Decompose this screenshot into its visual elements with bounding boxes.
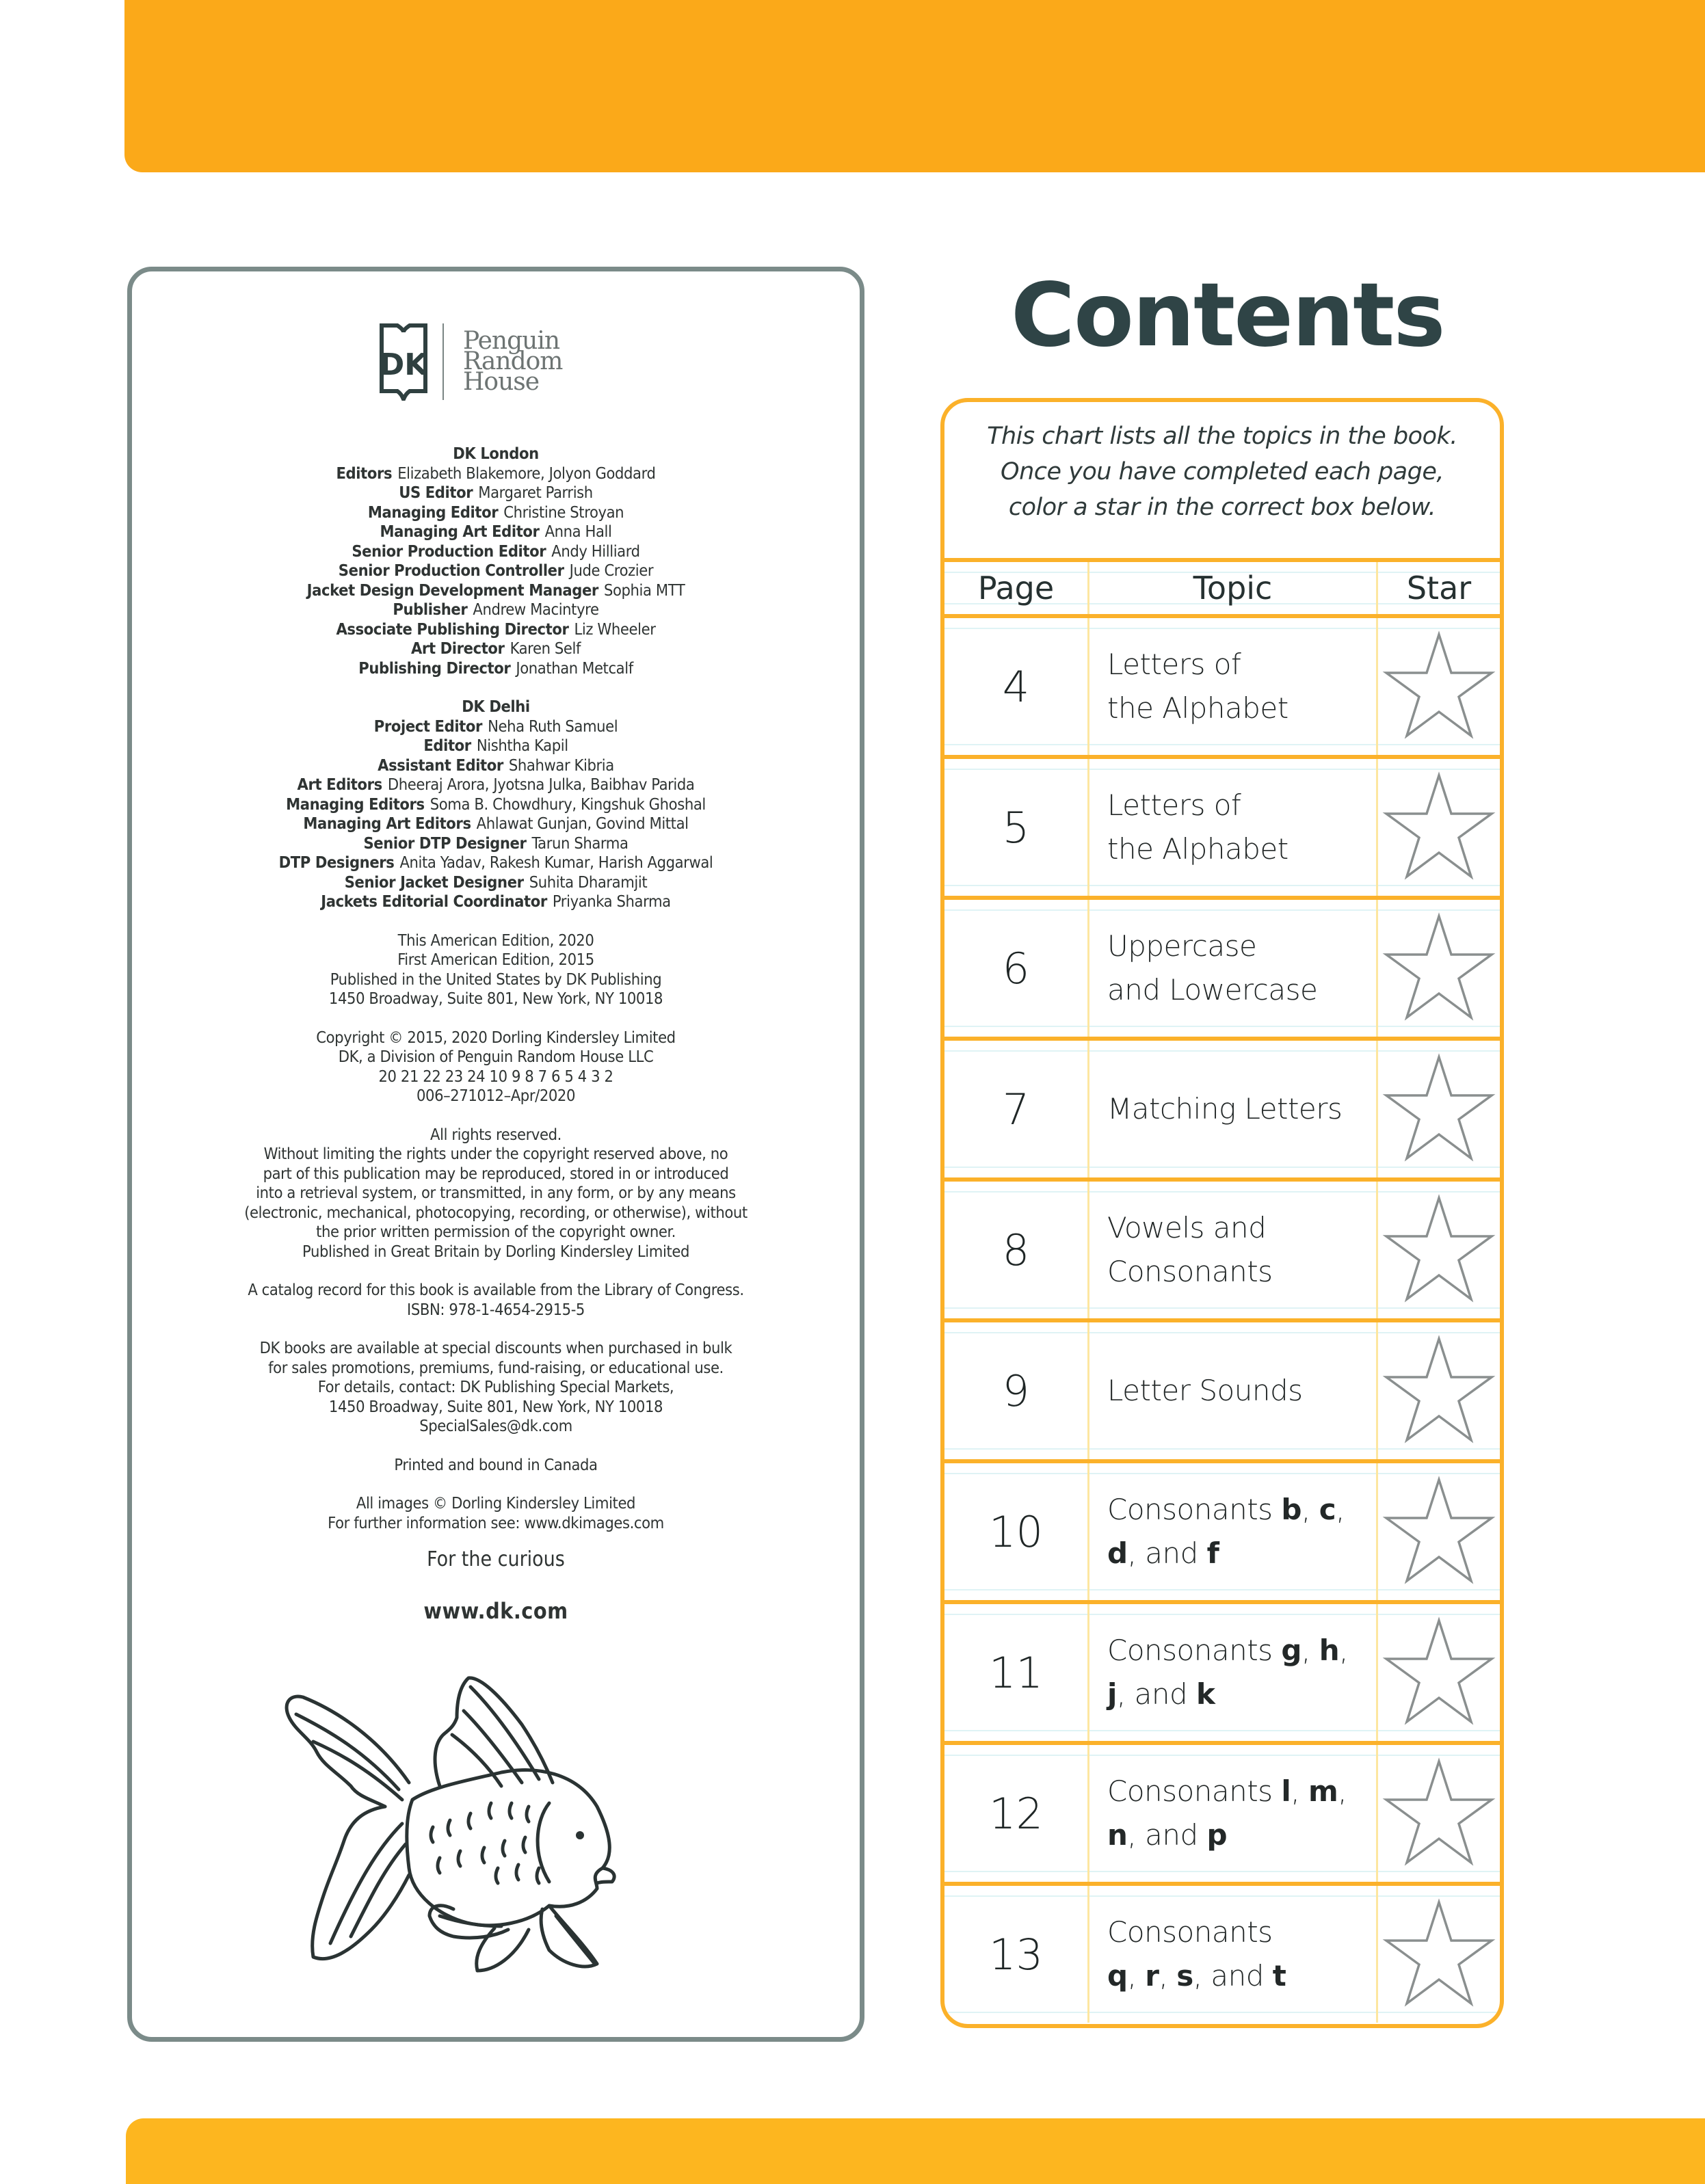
credit-role: Jacket Design Development Manager: [306, 580, 598, 600]
header-topic: Topic: [1089, 562, 1378, 614]
star-checkbox[interactable]: [1378, 1745, 1500, 1882]
highlight-letter: h: [1319, 1634, 1340, 1667]
credit-line: [132, 775, 860, 795]
topic-segment: Consonants: [1107, 1493, 1282, 1526]
text-line: DK books are available at special discounts when purchased in bulk: [259, 1338, 732, 1357]
text-line: ISBN: 978-1-4654-2915-5: [407, 1299, 585, 1319]
highlight-letter: c: [1319, 1493, 1336, 1526]
credit-line: [132, 834, 860, 853]
highlight-letter: s: [1176, 1959, 1193, 1993]
credit-line: [132, 483, 860, 503]
credit-name: Elizabeth Blakemore, Jolyon Goddard: [397, 463, 656, 483]
website-link[interactable]: www.dk.com: [423, 1597, 568, 1624]
topic-text: [1107, 1369, 1303, 1413]
credit-line: [132, 581, 860, 600]
page-number: 12: [944, 1745, 1089, 1882]
page-number: 6: [944, 900, 1089, 1037]
credit-line: [132, 795, 860, 814]
credit-line: [132, 873, 860, 892]
edition-info: [132, 931, 860, 1009]
chart-intro: [944, 402, 1500, 558]
star-outline-icon: [1382, 1335, 1496, 1447]
dk-delhi-credits: [132, 697, 860, 911]
highlight-letter: g: [1281, 1634, 1301, 1667]
printed-in: [132, 1455, 860, 1475]
credit-line: [132, 814, 860, 834]
text-line: 1450 Broadway, Suite 801, New York, NY 10018: [328, 989, 663, 1008]
topic-text: [1107, 784, 1288, 871]
topic-cell: [1089, 1041, 1378, 1177]
topic-cell: [1089, 618, 1378, 755]
topic-cell: [1089, 1322, 1378, 1459]
credit-line: [132, 892, 860, 911]
svg-text:DK: DK: [380, 347, 427, 382]
text-line: First American Edition, 2015: [397, 950, 594, 969]
topic-segment: Letters of: [1107, 648, 1241, 681]
credit-name: Suhita Dharamjit: [529, 872, 648, 892]
credit-name: Dheeraj Arora, Jyotsna Julka, Baibhav Parida: [387, 775, 695, 794]
text-line: All rights reserved.: [430, 1124, 561, 1144]
topic-line: [1107, 1369, 1303, 1413]
contents-table: [944, 558, 1500, 2023]
topic-line: [1107, 1532, 1345, 1575]
credit-role: DTP Designers: [278, 853, 395, 872]
imprint-credits: [132, 444, 860, 1624]
publisher-logo: [380, 319, 562, 404]
topic-segment: ,: [1291, 1774, 1309, 1808]
star-outline-icon: [1382, 912, 1496, 1024]
text-line: for sales promotions, premiums, fund-raising, or educational use.: [268, 1357, 724, 1377]
star-checkbox[interactable]: [1378, 759, 1500, 896]
section-title: DK London: [453, 444, 539, 463]
page-number: 8: [944, 1182, 1089, 1318]
topic-line: [1107, 1087, 1342, 1131]
topic-line: [1107, 1629, 1348, 1673]
goldfish-illustration-icon: [276, 1670, 672, 1977]
credit-name: Anita Yadav, Rakesh Kumar, Harish Aggarwal: [399, 853, 713, 872]
topic-cell: [1089, 1604, 1378, 1741]
table-row: [944, 1318, 1500, 1459]
topic-segment: Consonants: [1107, 1774, 1282, 1808]
rights-notice: [132, 1125, 860, 1262]
topic-cell: [1089, 1463, 1378, 1600]
topic-text: [1107, 1770, 1347, 1857]
logo-divider: [442, 323, 444, 400]
highlight-letter: m: [1308, 1774, 1338, 1808]
credit-line: [132, 658, 860, 678]
topic-segment: ,: [1127, 1959, 1146, 1993]
table-row: [944, 755, 1500, 896]
topic-text: [1107, 1206, 1273, 1294]
tagline: For the curious: [427, 1547, 565, 1571]
star-checkbox[interactable]: [1378, 618, 1500, 755]
text-line: Printed and bound in Canada: [394, 1454, 598, 1474]
header-page: Page: [944, 562, 1089, 614]
star-outline-icon: [1382, 1194, 1496, 1306]
credit-line: [132, 717, 860, 736]
topic-segment: Matching Letters: [1107, 1092, 1343, 1126]
topic-segment: ,: [1301, 1493, 1319, 1526]
table-row: [944, 1882, 1500, 2023]
intro-line: Once you have completed each page,: [1001, 458, 1444, 485]
topic-segment: ,: [1301, 1634, 1319, 1667]
credit-line: [132, 620, 860, 639]
credit-line: [132, 756, 860, 775]
credit-role: Editors: [336, 463, 393, 483]
credit-name: Andrew Macintyre: [473, 600, 599, 619]
credit-line: [132, 464, 860, 483]
page-number: 5: [944, 759, 1089, 896]
credit-name: Sophia MTT: [603, 580, 685, 600]
intro-line: color a star in the correct box below.: [1008, 494, 1436, 521]
dk-book-logo-icon: [380, 323, 427, 401]
topic-line: [1107, 643, 1288, 687]
topic-segment: ,: [1339, 1634, 1348, 1667]
contents-chart: [940, 398, 1504, 2028]
highlight-letter: b: [1281, 1493, 1301, 1526]
credit-role: Senior DTP Designer: [363, 833, 527, 853]
prh-line: Random: [463, 347, 563, 375]
credit-name: Neha Ruth Samuel: [488, 716, 618, 736]
star-checkbox[interactable]: [1378, 1463, 1500, 1600]
highlight-letter: k: [1195, 1677, 1215, 1711]
topic-segment: , and: [1127, 1818, 1207, 1852]
bottom-orange-banner: [126, 2118, 1705, 2184]
credit-line: [132, 561, 860, 581]
image-credits: [132, 1493, 860, 1532]
topic-segment: ,: [1159, 1959, 1177, 1993]
imprint-panel: [127, 267, 864, 2042]
topic-line: [1107, 1910, 1286, 1954]
table-row: [944, 1459, 1500, 1600]
credit-name: Jonathan Metcalf: [516, 658, 633, 678]
topic-line: [1107, 924, 1317, 968]
credit-role: Publishing Director: [358, 658, 511, 678]
table-row: [944, 1600, 1500, 1741]
text-line: 20 21 22 23 24 10 9 8 7 6 5 4 3 2: [378, 1066, 613, 1086]
topic-text: [1107, 643, 1288, 730]
topic-text: [1107, 1488, 1345, 1575]
credit-role: Editor: [423, 736, 471, 755]
text-line: DK, a Division of Penguin Random House LLC: [338, 1047, 654, 1066]
table-row: [944, 1037, 1500, 1177]
highlight-letter: p: [1206, 1818, 1228, 1852]
star-checkbox[interactable]: [1378, 1182, 1500, 1318]
text-line: the prior written permission of the copyright owner.: [316, 1222, 676, 1241]
topic-line: [1107, 827, 1288, 871]
section-title: DK Delhi: [462, 697, 530, 716]
topic-text: [1107, 1910, 1286, 1998]
star-checkbox[interactable]: [1378, 1886, 1500, 2023]
credit-name: Liz Wheeler: [574, 619, 656, 639]
table-row: [944, 1741, 1500, 1882]
credit-role: Managing Art Editors: [303, 814, 471, 833]
topic-segment: , and: [1193, 1959, 1273, 1993]
star-outline-icon: [1382, 1757, 1496, 1869]
topic-line: [1107, 784, 1288, 827]
credit-role: Publisher: [393, 600, 468, 619]
topic-cell: [1089, 759, 1378, 896]
topic-cell: [1089, 1182, 1378, 1318]
star-outline-icon: [1382, 1476, 1496, 1588]
catalog-record: [132, 1280, 860, 1319]
topic-segment: Letter Sounds: [1107, 1374, 1303, 1407]
highlight-letter: d: [1107, 1536, 1128, 1570]
credit-name: Margaret Parrish: [478, 483, 593, 502]
highlight-letter: r: [1145, 1959, 1159, 1993]
highlight-letter: q: [1107, 1959, 1128, 1993]
credit-line: [132, 542, 860, 561]
topic-cell: [1089, 1886, 1378, 2023]
credit-name: Ahlawat Gunjan, Govind Mittal: [476, 814, 689, 833]
credit-name: Jude Crozier: [569, 561, 654, 580]
table-header-row: [944, 558, 1500, 614]
credit-role: Jackets Editorial Coordinator: [321, 892, 547, 911]
topic-segment: the Alphabet: [1107, 691, 1288, 725]
credit-role: Art Editors: [297, 775, 382, 794]
credit-role: Assistant Editor: [378, 755, 503, 775]
topic-segment: Consonants: [1107, 1634, 1282, 1667]
page-number: 10: [944, 1463, 1089, 1600]
credit-line: [132, 736, 860, 756]
credit-role: Project Editor: [373, 716, 483, 736]
text-line: into a retrieval system, or transmitted, in any form, or by any means: [256, 1183, 736, 1202]
text-line: Copyright © 2015, 2020 Dorling Kindersley Limited: [316, 1027, 676, 1047]
contents-title: Contents: [1011, 265, 1444, 367]
topic-line: [1107, 1250, 1273, 1294]
credit-role: US Editor: [399, 483, 473, 502]
top-orange-banner: [124, 0, 1705, 172]
page-number: 13: [944, 1886, 1089, 2023]
topic-segment: Consonants: [1107, 1255, 1273, 1288]
credit-role: Senior Jacket Designer: [344, 872, 524, 892]
topic-segment: , and: [1127, 1536, 1207, 1570]
topic-segment: and Lowercase: [1107, 973, 1318, 1007]
special-sales-info: [132, 1338, 860, 1436]
topic-line: [1107, 968, 1317, 1012]
text-line: A catalog record for this book is available from the Library of Congress.: [248, 1280, 744, 1299]
star-outline-icon: [1382, 771, 1496, 883]
topic-line: [1107, 1673, 1348, 1716]
topic-cell: [1089, 1745, 1378, 1882]
page-number: 11: [944, 1604, 1089, 1741]
credit-role: Managing Editors: [286, 794, 425, 814]
page-number: 7: [944, 1041, 1089, 1177]
topic-text: [1107, 924, 1317, 1012]
topic-line: [1107, 1206, 1273, 1250]
credit-name: Tarun Sharma: [531, 833, 629, 853]
highlight-letter: t: [1272, 1959, 1286, 1993]
topic-segment: ,: [1338, 1774, 1347, 1808]
credit-role: Senior Production Editor: [352, 541, 546, 561]
credit-name: Christine Stroyan: [503, 502, 624, 522]
topic-segment: Consonants: [1107, 1915, 1273, 1949]
text-line: 006–271012–Apr/2020: [416, 1086, 576, 1105]
text-line: 1450 Broadway, Suite 801, New York, NY 10018: [328, 1396, 663, 1416]
credit-line: [132, 522, 860, 542]
penguin-random-house-wordmark: [463, 327, 563, 396]
text-line: All images © Dorling Kindersley Limited: [356, 1493, 636, 1513]
star-outline-icon: [1382, 1616, 1496, 1729]
highlight-letter: l: [1281, 1774, 1291, 1808]
header-star: Star: [1406, 570, 1472, 607]
credit-name: Nishtha Kapil: [476, 736, 568, 755]
star-outline-icon: [1382, 630, 1496, 743]
prh-line: House: [463, 368, 540, 396]
text-line: part of this publication may be reproduced, stored in or introduced: [263, 1163, 729, 1183]
text-line: For further information see: www.dkimages.com: [328, 1513, 664, 1532]
topic-segment: the Alphabet: [1107, 832, 1288, 866]
topic-line: [1107, 1954, 1286, 1998]
page-number: 4: [944, 618, 1089, 755]
table-row: [944, 1177, 1500, 1318]
topic-line: [1107, 1770, 1347, 1813]
star-checkbox[interactable]: [1378, 1041, 1500, 1177]
star-outline-icon: [1382, 1053, 1496, 1165]
topic-line: [1107, 1813, 1347, 1857]
topic-segment: ,: [1336, 1493, 1345, 1526]
text-line: Without limiting the rights under the copyright reserved above, no: [263, 1144, 728, 1163]
credit-role: Managing Art Editor: [380, 522, 540, 541]
table-row: [944, 896, 1500, 1037]
topic-text: [1107, 1629, 1348, 1716]
credit-name: Shahwar Kibria: [508, 755, 614, 775]
credit-role: Managing Editor: [367, 502, 499, 522]
intro-line: This chart lists all the topics in the book.: [987, 423, 1457, 450]
credit-name: Priyanka Sharma: [552, 892, 671, 911]
credit-line: [132, 639, 860, 658]
star-checkbox[interactable]: [1378, 1604, 1500, 1741]
topic-line: [1107, 687, 1288, 730]
topic-segment: , and: [1116, 1677, 1196, 1711]
credit-line: [132, 503, 860, 522]
star-checkbox[interactable]: [1378, 1322, 1500, 1459]
credit-name: Andy Hilliard: [551, 541, 640, 561]
credit-role: Associate Publishing Director: [336, 619, 569, 639]
table-row: [944, 614, 1500, 755]
text-line: (electronic, mechanical, photocopying, recording, or otherwise), without: [244, 1202, 748, 1222]
text-line: This American Edition, 2020: [397, 930, 594, 950]
topic-segment: Vowels and: [1107, 1211, 1267, 1244]
credit-line: [132, 600, 860, 620]
copyright-info: [132, 1028, 860, 1106]
topic-segment: Uppercase: [1107, 929, 1257, 963]
text-line: Published in the United States by DK Publishing: [330, 969, 662, 989]
page-number: 9: [944, 1322, 1089, 1459]
credit-role: Art Director: [410, 639, 505, 658]
highlight-letter: j: [1107, 1677, 1117, 1711]
star-outline-icon: [1382, 1898, 1496, 2010]
dk-london-credits: [132, 444, 860, 678]
star-checkbox[interactable]: [1378, 900, 1500, 1037]
topic-text: [1107, 1087, 1342, 1131]
credit-name: Soma B. Chowdhury, Kingshuk Ghoshal: [429, 794, 706, 814]
topic-cell: [1089, 900, 1378, 1037]
highlight-letter: f: [1206, 1536, 1219, 1570]
topic-line: [1107, 1488, 1345, 1532]
topic-segment: Letters of: [1107, 788, 1241, 822]
credit-name: Anna Hall: [544, 522, 612, 541]
text-line: Published in Great Britain by Dorling Kindersley Limited: [302, 1241, 689, 1261]
prh-line: Penguin: [463, 327, 560, 355]
text-line: SpecialSales@dk.com: [419, 1416, 572, 1435]
credit-name: Karen Self: [510, 639, 581, 658]
text-line: For details, contact: DK Publishing Special Markets,: [317, 1377, 674, 1396]
highlight-letter: n: [1107, 1818, 1128, 1852]
credit-role: Senior Production Controller: [338, 561, 564, 580]
credit-line: [132, 853, 860, 873]
